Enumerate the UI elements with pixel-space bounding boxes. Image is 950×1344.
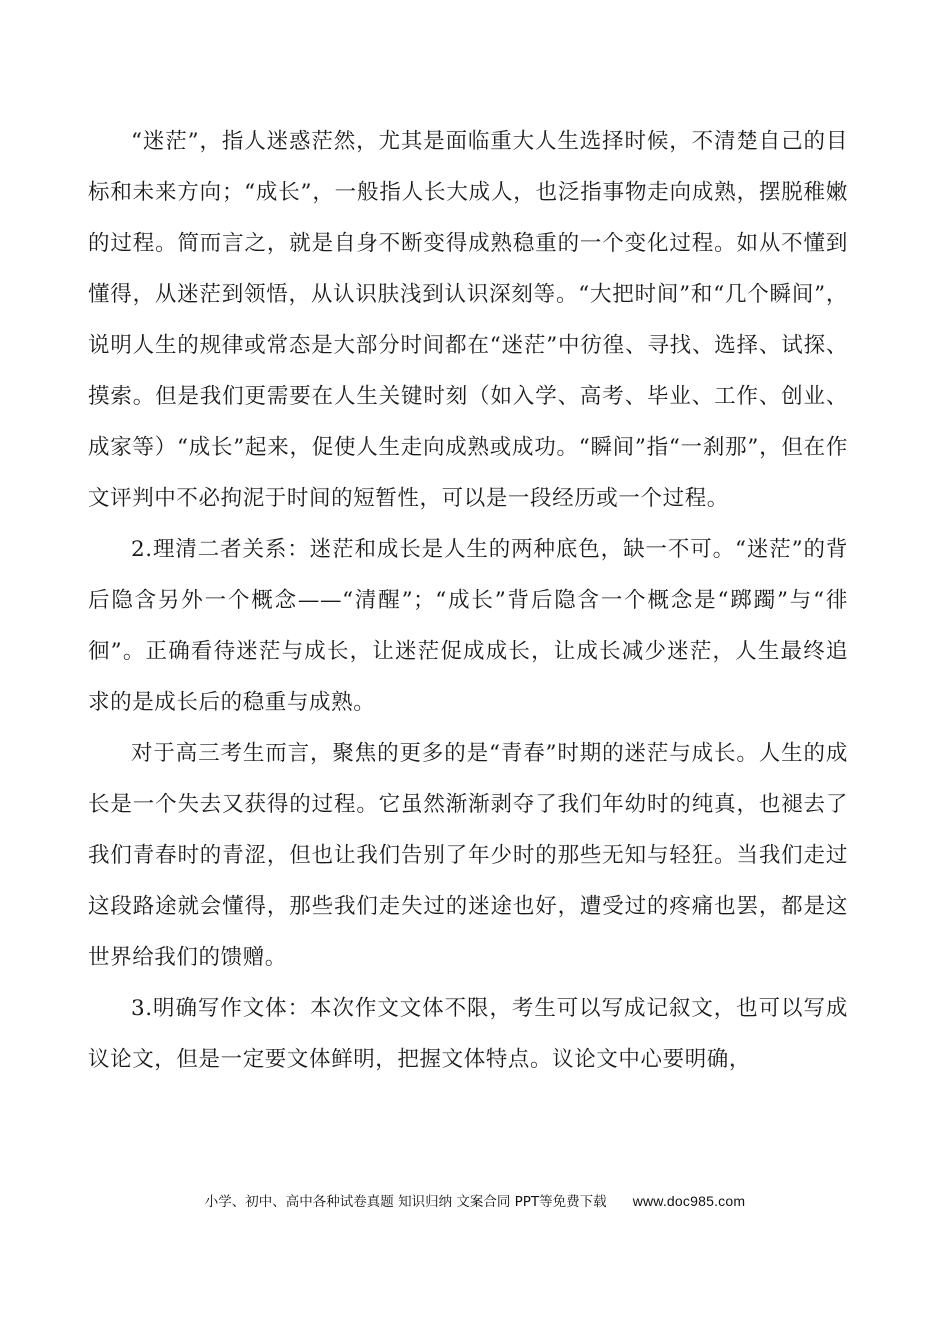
page-footer <box>0 1190 950 1210</box>
paragraph-youth: 对于高三考生而言，聚焦的更多的是“青春”时期的迷茫与成长。人生的成长是一个失去又获得的过程。它虽然渐渐剥夺了我们年幼时的纯真，也褪去了我们青春时的青涩，但也让我们告别了年少时的那些无知与轻狂。当我们走过这段路途就会懂得，那些我们走失过的迷途也好，遭受过的疼痛也罢，都是这世界给我们的馈赠。 <box>88 741 848 970</box>
paragraph-relationship: 2.理清二者关系：迷茫和成长是人生的两种底色，缺一不可。“迷茫”的背后隐含另外一个概念——“清醒”；“成长”背后隐含一个概念是“踯躅”与“徘徊”。正确看待迷茫与成长，让迷茫促成成长，让成长减少迷茫，人生最终追求的是成长后的稳重与成熟。 <box>88 537 848 715</box>
footer-text: 小学、初中、高中各种试卷真题 知识归纳 文案合同 PPT等免费下载 <box>204 1194 607 1210</box>
paragraph-definition: “迷茫”，指人迷惑茫然，尤其是面临重大人生选择时候，不清楚自己的目标和未来方向；“成长”，一般指人长大成人，也泛指事物走向成熟，摆脱稚嫩的过程。简而言之，就是自身不断变得成熟稳重的一个变化过程。如从不懂到懂得，从迷茫到领悟，从认识肤浅到认识深刻等。“大把时间”和“几个瞬间”，说明人生的规律或常态是大部分时间都在“迷茫”中彷徨、寻找、选择、试探、摸索。但是我们更需要在人生关键时刻（如入学、高考、毕业、工作、创业、成家等）“成长”起来，促使人生走向成熟或成功。“瞬间”指“一刹那”，但在作文评判中不必拘泥于时间的短暂性，可以是一段经历或一个过程。 <box>88 129 848 511</box>
paragraph-genre: 3.明确写作文体：本次作文文体不限，考生可以写成记叙文，也可以写成议论文，但是一定要文体鲜明，把握文体特点。议论文中心要明确， <box>88 996 848 1072</box>
footer-site-link[interactable]: www.doc985.com <box>632 1193 746 1209</box>
document-body <box>88 116 848 1085</box>
